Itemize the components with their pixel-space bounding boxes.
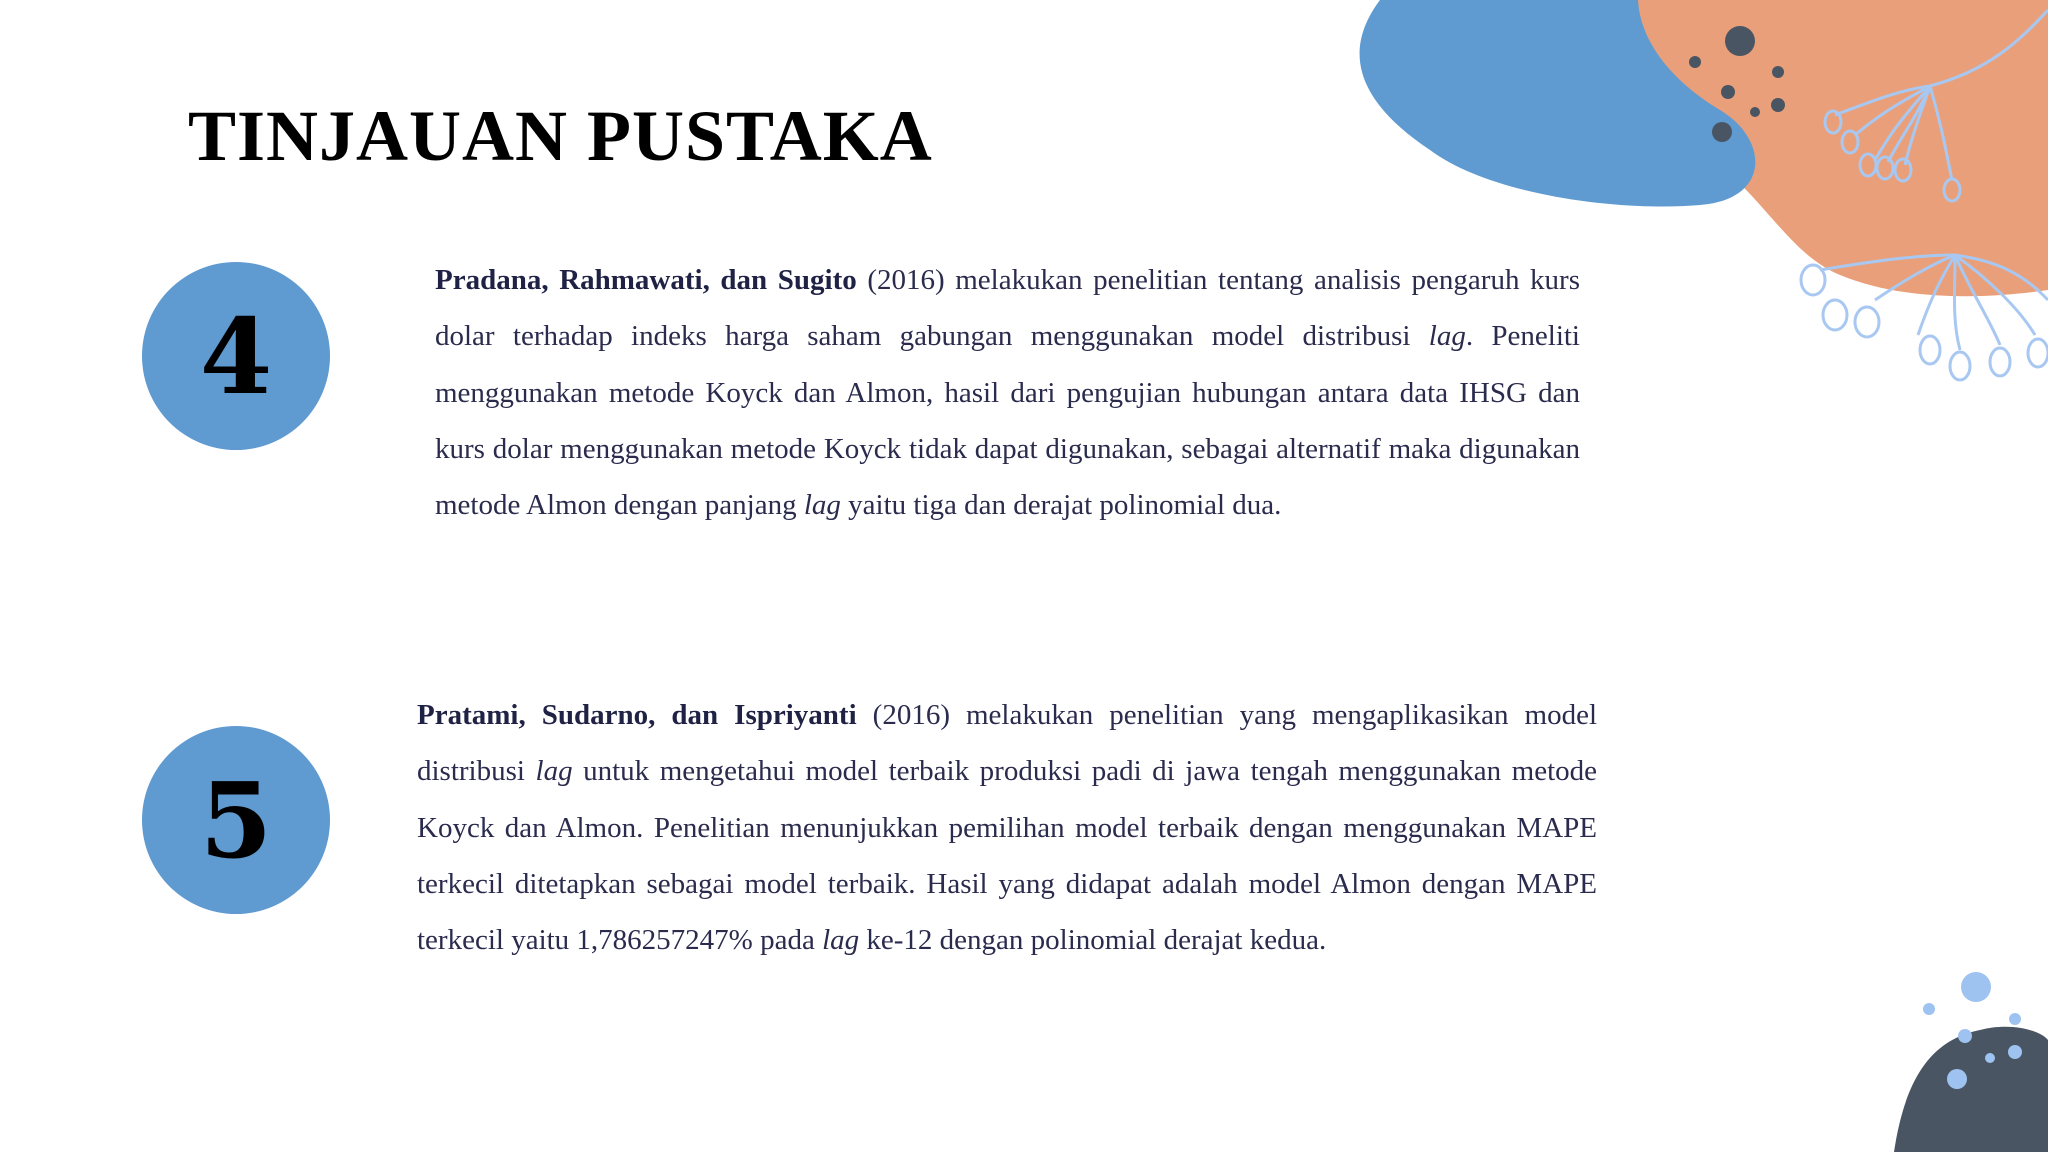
entry-text: . Peneliti menggunakan metode Koyck dan Almon, hasil dari pengujian hubungan antara data IHSG dan kurs dolar menggunakan metode Koyck tidak dapat digunakan, sebagai alternatif maka digunakan metode Almon dengan panjang [435, 320, 1580, 522]
entry-text: ke-12 dengan polinomial derajat kedua. [859, 924, 1327, 957]
entry-authors: Pradana, Rahmawati, dan Sugito [435, 264, 857, 296]
light-blue-dot [2008, 1045, 2022, 1059]
page-title: TINJAUAN PUSTAKA [188, 96, 933, 176]
dark-blob-shape [1894, 1027, 2048, 1152]
literature-entry-4 [435, 252, 1580, 533]
entry-text: untuk mengetahui model terbaik produksi padi di jawa tengah menggunakan metode Koyck dan Almon. Penelitian menunjukkan pemilihan model terbaik dengan menggunakan MAPE terkecil ditetapkan sebagai model terbaik. Hasil yang didapat adalah model Almon dengan MAPE terkecil yaitu 1,786257247% pada [417, 755, 1597, 957]
light-blue-dot [1947, 1069, 1967, 1089]
entry-term: lag [822, 924, 860, 957]
entry-text: (2016) melakukan penelitian tentang analisis pengaruh kurs dolar terhadap indeks harga saham gabungan menggunakan model distribusi [435, 264, 1580, 353]
literature-entry-5 [417, 687, 1597, 968]
number-badge-4: 4 [142, 262, 330, 450]
light-blue-dot [1985, 1053, 1995, 1063]
dark-dot [1772, 66, 1784, 78]
dark-dot [1712, 122, 1732, 142]
entry-text: (2016) melakukan penelitian yang mengaplikasikan model distribusi [417, 699, 1597, 788]
light-blue-dot [1958, 1029, 1972, 1043]
dark-dot [1750, 107, 1760, 117]
dark-dot [1771, 98, 1785, 112]
dark-dot [1689, 56, 1701, 68]
entry-authors: Pratami, Sudarno, dan Ispriyanti [417, 699, 857, 731]
light-blue-dot [1961, 972, 1991, 1002]
light-blue-dot [1923, 1003, 1935, 1015]
dark-dot [1721, 85, 1735, 99]
entry-term: lag [803, 489, 841, 522]
entry-text: yaitu tiga dan derajat polinomial dua. [840, 489, 1282, 522]
number-badge-5: 5 [142, 726, 330, 914]
entry-term: lag [1428, 320, 1466, 353]
light-blue-dot [2009, 1013, 2021, 1025]
entry-term: lag [535, 755, 573, 788]
dark-dot [1725, 26, 1755, 56]
decorative-shapes-bottom-right [1880, 960, 2048, 1152]
